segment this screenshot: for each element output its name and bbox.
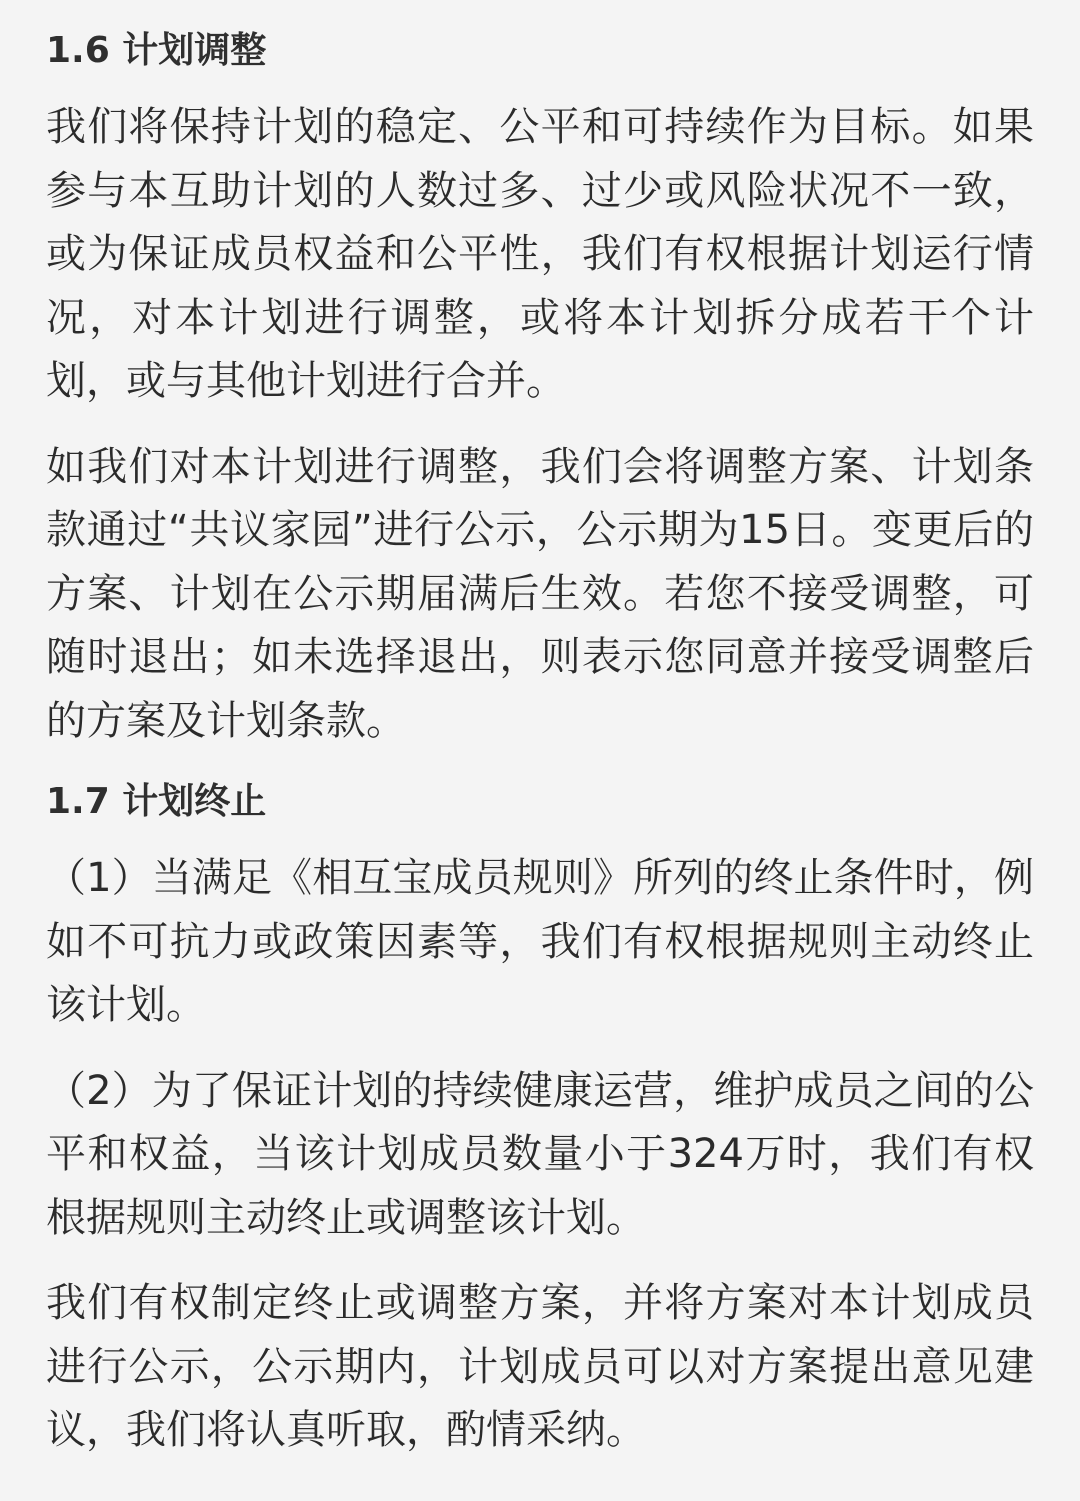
section-heading-plan-adjustment: 1.6 计划调整: [46, 30, 267, 71]
paragraph-termination-clause-2: （2）为了保证计划的持续健康运营，维护成员之间的公平和权益，当该计划成员数量小于324万时，我们有权根据规则主动终止或调整该计划。: [46, 1067, 1034, 1241]
paragraph-plan-adjustment-publicity: 如我们对本计划进行调整，我们会将调整方案、计划条款通过“共议家园”进行公示，公示期为15日。变更后的方案、计划在公示期届满后生效。若您不接受调整，可随时退出；如未选择退出，则表示您同意并接受调整后的方案及计划条款。: [46, 443, 1034, 744]
paragraph-termination-clause-1: （1）当满足《相互宝成员规则》所列的终止条件时，例如不可抗力或政策因素等，我们有权根据规则主动终止该计划。: [46, 855, 1034, 1028]
paragraph-plan-adjustment-goal: 我们将保持计划的稳定、公平和可持续作为目标。如果参与本互助计划的人数过多、过少或风险状况不一致，或为保证成员权益和公平性，我们有权根据计划运行情况，对本计划进行调整，或将本计划拆分成若干个计划，或与其他计划进行合并。: [46, 104, 1034, 404]
section-heading-plan-termination: 1.7 计划终止: [46, 781, 267, 822]
paragraph-termination-plan-publicity: 我们有权制定终止或调整方案，并将方案对本计划成员进行公示，公示期内，计划成员可以对方案提出意见建议，我们将认真听取，酌情采纳。: [46, 1280, 1034, 1453]
